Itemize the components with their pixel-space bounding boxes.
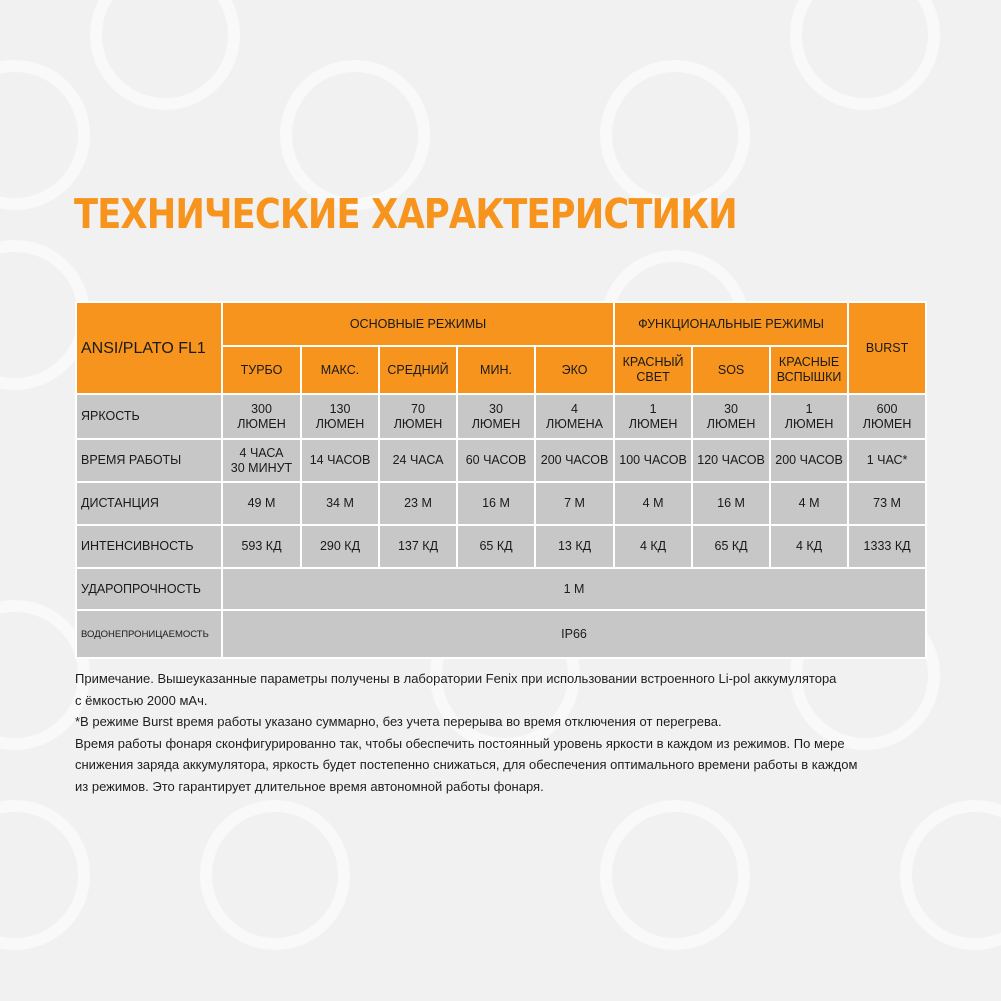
cell-text-line: 100 ЧАСОВ — [619, 453, 687, 467]
cell-text-line: 1 ЧАС* — [866, 453, 908, 467]
cell-text-line: 593 КД — [241, 539, 282, 553]
cell-text-line: 34 М — [326, 496, 354, 510]
cell-text-line: ЛЮМЕН — [237, 416, 286, 431]
watermark-ring — [90, 0, 240, 110]
cell-text-line: 70 — [411, 401, 425, 416]
table-cell — [379, 394, 457, 439]
mode-header — [379, 346, 457, 394]
table-row — [76, 610, 926, 658]
table-cell — [457, 525, 535, 568]
table-cell — [535, 439, 614, 482]
cell-text-line: 137 КД — [397, 539, 439, 553]
mode-header — [301, 346, 379, 394]
table-cell — [457, 394, 535, 439]
cell-text-line: МАКС. — [320, 362, 360, 377]
waterproof-value: IP66 — [222, 610, 926, 658]
page-title: ТЕХНИЧЕСКИЕ ХАРАКТЕРИСТИКИ — [74, 190, 737, 238]
table-cell — [848, 439, 926, 482]
table-cell — [457, 482, 535, 525]
cell-text-line: 120 ЧАСОВ — [697, 453, 765, 467]
cell-text-line: 65 КД — [479, 539, 513, 553]
mode-header — [692, 346, 770, 394]
table-row — [76, 394, 926, 439]
cell-text-line: ЭКО — [561, 362, 588, 377]
watermark-ring — [200, 800, 350, 950]
cell-text-line: 600 — [876, 401, 898, 416]
group-header-functional: ФУНКЦИОНАЛЬНЫЕ РЕЖИМЫ — [614, 302, 848, 346]
table-row — [76, 525, 926, 568]
table-cell — [848, 482, 926, 525]
table-corner-label: ANSI/PLATO FL1 — [76, 302, 222, 394]
cell-text-line: ЛЮМЕН — [628, 416, 678, 431]
note-line: Примечание. Вышеуказанные параметры получены в лаборатории Fenix при использовании встроенного Li-pol аккумулятора — [75, 671, 837, 686]
table-cell — [222, 394, 301, 439]
cell-text-line: СВЕТ — [636, 370, 670, 384]
table-cell — [379, 525, 457, 568]
note-line: из режимов. Это гарантирует длительное время автономной работы фонаря. — [75, 778, 544, 794]
table-cell — [379, 439, 457, 482]
cell-text-line: 65 КД — [714, 539, 748, 553]
cell-text-line: СРЕДНИЙ — [387, 362, 449, 377]
cell-text-line: 23 М — [404, 496, 432, 510]
cell-text-line: 13 КД — [557, 539, 592, 553]
cell-text-line: ТУРБО — [240, 362, 283, 377]
cell-text-line: 130 — [329, 401, 351, 416]
cell-text-line: 14 ЧАСОВ — [309, 453, 371, 467]
note-line: *В режиме Burst время работы указано суммарно, без учета перерыва во время отключения от перегрева. — [75, 714, 722, 729]
cell-text-line: ЛЮМЕН — [784, 416, 834, 431]
cell-text-line: 4 КД — [639, 539, 667, 553]
note-paragraph — [75, 711, 925, 733]
table-cell — [770, 482, 848, 525]
cell-text-line: 30 — [489, 401, 503, 416]
table-cell — [614, 482, 692, 525]
table-cell — [614, 394, 692, 439]
table-cell — [535, 394, 614, 439]
cell-text-line: КРАСНЫЕ — [778, 355, 840, 369]
table-cell — [770, 439, 848, 482]
cell-text-line: ЛЮМЕН — [862, 416, 912, 431]
spec-table — [75, 301, 927, 659]
table-row — [76, 439, 926, 482]
table-cell — [222, 525, 301, 568]
cell-text-line: КРАСНЫЙ — [622, 355, 684, 369]
cell-text-line: 300 — [251, 401, 272, 416]
table-cell — [301, 482, 379, 525]
cell-text-line: ЛЮМЕН — [315, 416, 365, 431]
cell-text-line: 1 — [805, 401, 813, 416]
table-cell — [848, 394, 926, 439]
row-label: УДАРОПРОЧНОСТЬ — [76, 568, 222, 610]
watermark-ring — [0, 60, 90, 210]
cell-text-line: ВСПЫШКИ — [776, 370, 842, 384]
cell-text-line: 60 ЧАСОВ — [465, 453, 527, 467]
cell-text-line: 4 М — [798, 496, 820, 510]
mode-header — [770, 346, 848, 394]
cell-text-line: 16 М — [482, 496, 510, 510]
notes-block — [75, 668, 925, 797]
table-cell — [848, 525, 926, 568]
cell-text-line: 73 М — [873, 496, 901, 510]
note-line: снижения заряда аккумулятора, яркость будет постепенно снижаться, для обеспечения оптимального времени работы в каждом — [75, 757, 858, 772]
cell-text-line: МИН. — [480, 362, 512, 377]
row-label: ДИСТАНЦИЯ — [76, 482, 222, 525]
table-cell — [770, 525, 848, 568]
table-cell — [535, 482, 614, 525]
table-cell — [770, 394, 848, 439]
cell-text-line: 200 ЧАСОВ — [540, 453, 609, 467]
mode-header — [535, 346, 614, 394]
mode-header — [222, 346, 301, 394]
watermark-ring — [600, 800, 750, 950]
note-paragraph — [75, 733, 925, 798]
cell-text-line: 7 М — [564, 496, 585, 510]
mode-header — [614, 346, 692, 394]
group-header-burst: BURST — [848, 302, 926, 394]
cell-text-line: 49 М — [247, 496, 276, 510]
cell-text-line: 30 — [724, 401, 739, 416]
impact-value: 1 М — [222, 568, 926, 610]
table-cell — [457, 439, 535, 482]
table-cell — [692, 394, 770, 439]
cell-text-line: 24 ЧАСА — [392, 453, 444, 467]
row-label: ВРЕМЯ РАБОТЫ — [76, 439, 222, 482]
cell-text-line: 4 М — [642, 496, 664, 510]
cell-text-line: 4 КД — [795, 539, 823, 553]
mode-header — [457, 346, 535, 394]
table-row — [76, 482, 926, 525]
table-cell — [614, 525, 692, 568]
cell-text-line: 30 МИНУТ — [230, 460, 293, 475]
watermark-ring — [280, 60, 430, 210]
cell-text-line: 200 ЧАСОВ — [775, 453, 843, 467]
note-paragraph — [75, 668, 925, 711]
table-cell — [692, 482, 770, 525]
note-line: с ёмкостью 2000 мАч. — [75, 692, 208, 708]
table-cell — [614, 439, 692, 482]
watermark-ring — [900, 800, 1001, 950]
table-cell — [692, 525, 770, 568]
table-cell — [301, 525, 379, 568]
cell-text-line: 4 — [571, 401, 578, 416]
cell-text-line: 4 ЧАСА — [239, 445, 284, 460]
table-cell — [222, 482, 301, 525]
cell-text-line: 16 М — [717, 496, 745, 510]
table-cell — [379, 482, 457, 525]
table-cell — [301, 394, 379, 439]
table-row — [76, 568, 926, 610]
cell-text-line: 1 — [649, 401, 657, 416]
cell-text-line: ЛЮМЕН — [471, 416, 521, 431]
cell-text-line: ЛЮМЕН — [706, 416, 756, 431]
cell-text-line: 290 КД — [319, 539, 361, 553]
table-cell — [535, 525, 614, 568]
table-cell — [301, 439, 379, 482]
cell-text-line: ЛЮМЕН — [393, 416, 443, 431]
cell-text-line: ЛЮМЕНА — [546, 416, 603, 431]
row-label: ВОДОНЕПРОНИЦАЕМОСТЬ — [76, 610, 222, 658]
cell-text-line: 1333 КД — [863, 539, 911, 553]
group-header-basic: ОСНОВНЫЕ РЕЖИМЫ — [222, 302, 614, 346]
cell-text-line: SOS — [717, 362, 745, 377]
table-cell — [222, 439, 301, 482]
watermark-ring — [600, 60, 750, 210]
table-cell — [692, 439, 770, 482]
row-label: ЯРКОСТЬ — [76, 394, 222, 439]
note-line: Время работы фонаря сконфигурированно так, чтобы обеспечить постоянный уровень яркости в каждом из режимов. По мере — [75, 735, 845, 751]
watermark-ring — [790, 0, 940, 110]
watermark-ring — [0, 800, 90, 950]
row-label: ИНТЕНСИВНОСТЬ — [76, 525, 222, 568]
